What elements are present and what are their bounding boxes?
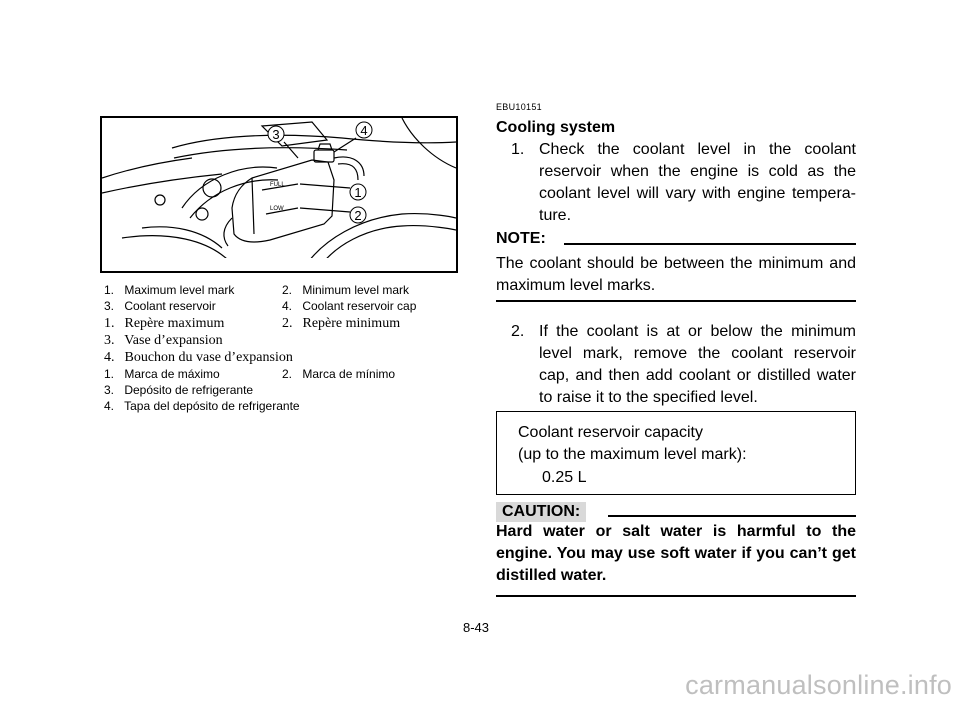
- spec-title: Coolant reservoir capacity: [518, 424, 703, 441]
- caution-text: Hard water or salt water is harmful to the engine. You may use soft water if you can’t get distilled water.: [496, 523, 856, 584]
- caption-fr-3: 3. Vase d’expansion: [104, 333, 223, 348]
- document-code: EBU10151: [496, 102, 542, 112]
- svg-text:3: 3: [272, 127, 280, 142]
- page-number: 8-43: [463, 620, 490, 635]
- svg-text:1: 1: [354, 185, 362, 200]
- note-rule: [564, 243, 856, 245]
- step-number: 2.: [511, 323, 525, 340]
- caution-label: CAUTION:: [496, 502, 586, 522]
- caption-es-4: 4. Tapa del depósito de refrigerante: [104, 399, 300, 413]
- caution-end-divider: [496, 595, 856, 597]
- note-text: The coolant should be between the minimum and maximum level marks.: [496, 255, 856, 294]
- caption-es-3: 3. Depósito de refrigerante: [104, 383, 254, 397]
- spec-value: 0.25 L: [542, 469, 587, 486]
- spec-qualifier: (up to the maximum level mark):: [518, 446, 747, 463]
- note-heading: [496, 230, 856, 250]
- callout-4: [356, 122, 372, 138]
- illustration-drawing: [102, 118, 456, 271]
- specification-box: [496, 411, 856, 495]
- svg-text:2: 2: [354, 208, 362, 223]
- callout-1: [350, 184, 366, 200]
- low-label: LOW: [270, 206, 284, 212]
- full-label: FULL: [270, 182, 285, 188]
- section-title: Cooling system: [496, 119, 616, 136]
- caution-heading: [496, 502, 856, 522]
- watermark: carmanualsonline.info: [685, 670, 952, 700]
- caption-en-2: 2. Minimum level mark: [282, 283, 410, 297]
- note-label: NOTE:: [496, 230, 546, 247]
- step-1: [496, 139, 856, 227]
- caption-en-4: 4. Coolant reservoir cap: [282, 299, 417, 313]
- step-text: Check the coolant level in the coolant reservoir when the engine is cold as the coolant level will vary with engine tempera-ture.: [539, 141, 856, 224]
- caption-en-3: 3. Coolant reservoir: [104, 299, 216, 313]
- step-number: 1.: [511, 141, 525, 158]
- coolant-reservoir-illustration: [100, 116, 458, 273]
- caption-fr-4: 4. Bouchon du vase d’expansion: [104, 350, 293, 365]
- caution-rule: [608, 515, 856, 517]
- step-2: [496, 321, 856, 409]
- caption-en-1: 1. Maximum level mark: [104, 283, 235, 297]
- callout-3: [268, 126, 284, 142]
- caption-fr-2: 2. Repère minimum: [282, 316, 401, 331]
- step-text: If the coolant is at or below the minimum level mark, remove the coolant reservoir cap, and then add coolant or distilled water to raise it to the specified level.: [539, 323, 856, 406]
- caption-es-2: 2. Marca de mínimo: [282, 367, 396, 381]
- note-end-divider: [496, 300, 856, 302]
- caption-fr-1: 1. Repère maximum: [104, 316, 225, 331]
- svg-text:4: 4: [360, 123, 368, 138]
- callout-2: [350, 207, 366, 223]
- caption-es-1: 1. Marca de máximo: [104, 367, 220, 381]
